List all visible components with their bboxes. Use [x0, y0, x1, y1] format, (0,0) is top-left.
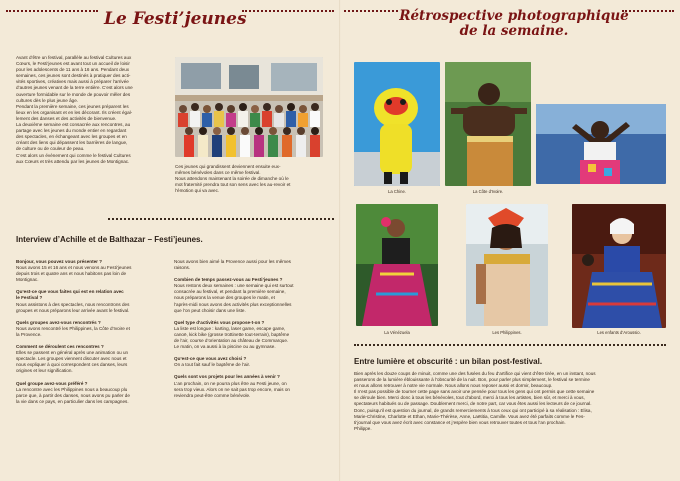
answer-line: La liste est longue : karting, laser game, escape game,: [174, 325, 286, 331]
intro-line: lieux en les organisant et en les décorant. Ils créent égal-: [16, 109, 133, 115]
answer-line: raisons.: [174, 265, 191, 271]
answer-line: la vie dans ce pays, en particulier dans les campagnes.: [16, 398, 129, 404]
bilan-line: Philippe.: [354, 425, 372, 431]
caption-venezuela: La Vénézuela: [384, 330, 410, 335]
intro-line: pour les adolescents de 11 ans à 16 ans. Pendant deux: [16, 67, 130, 73]
photo-cote-divoire-dancer: [536, 104, 666, 184]
intro-line: de culture ou de couleur de peau.: [16, 146, 85, 152]
answer-line: canoë, kick bike (grosse trottinette tout-terrain), baptême: [174, 331, 290, 337]
answer-line: groupes et nous préparons leur arrivée avant le festival.: [16, 307, 130, 313]
intro-line: Pendant la première semaine, ces jeunes préparent les: [16, 103, 129, 109]
answer-line: Nous assistons à des spectacles, nous rencontrons des: [16, 301, 130, 307]
answer-line: Nous avons 15 et 16 ans et nous venons au Festi’jeunes: [16, 265, 132, 271]
title-dots-right: [242, 10, 334, 12]
title-dots-left: [6, 10, 98, 12]
answer-line: la Provence.: [16, 331, 42, 337]
intro-line: ouverture formidable sur le monde de pouvoir mêler des: [16, 91, 131, 97]
answer-line: reviendra peut-être comme bénévole.: [174, 392, 251, 398]
answer-line: que l’on peut choisir dans une liste.: [174, 307, 246, 313]
question: Bonjour, vous pouvez vous présenter ?: [16, 259, 103, 264]
bilan-line: se déroule bien. Merci donc à tous les bénévoles, tout d’abord, merci à tous les artistes, bien sûr, et merci à vous,: [354, 395, 585, 401]
answer-line: sera trop vieux. Alors on ne sait pas trop encore, mais on: [174, 386, 290, 392]
answer-line: Nous avons bien aimé la Provence aussi pour les mêmes: [174, 259, 291, 264]
intro-line: Cœurs, le Festi’jeunes est avant tout un accueil de loisir: [16, 61, 130, 67]
answer-line: de l’air, course d’orientation au château de Commarque.: [174, 338, 289, 344]
retrospective-title: [394, 9, 634, 39]
qa-block: [16, 344, 172, 374]
intro-line: aux Cœurs et très attendu par les jeunes de Montignac.: [16, 158, 130, 164]
answer-line: Le matin, on va aussi à la piscine ou au gymnase.: [174, 344, 276, 350]
photo-cote-divoire: [445, 62, 531, 186]
intro-line: vités sportives, créatives mais aussi à préparer l’arrivée: [16, 79, 129, 85]
interview-column-1: [16, 259, 172, 411]
question: Comment se déroulent ces rencontres ?: [16, 344, 104, 350]
right-section-divider: [354, 344, 666, 346]
right-title-dots-left: [344, 10, 398, 12]
caption-china: La Chine.: [388, 189, 406, 194]
qa-block: [174, 320, 332, 350]
question: Combien de temps passez-vous au Festi’jeunes ?: [174, 277, 283, 283]
question: Quel groupe avez-vous préféré ?: [16, 380, 88, 386]
photo-venezuela: [356, 204, 438, 326]
question: Quels sont vos projets pour les années à venir ?: [174, 374, 280, 380]
answer-line: La rencontre avec les Philippines nous a beaucoup plu: [16, 386, 128, 392]
right-page: [340, 0, 680, 481]
photo-caption-text: [175, 164, 327, 194]
photo-china: [354, 62, 440, 186]
intro-text: [16, 55, 168, 165]
retrospective-title-line2: de la semaine.: [459, 23, 569, 39]
bilan-line: spectateurs habitués ou de passage. Doublement merci, de notre part, car vous êtes aussi les lecteurs de ce journal.: [354, 401, 592, 407]
qa-block: [16, 289, 172, 313]
qa-block: [174, 374, 332, 398]
answer-line: l’après-midi nous avons des activités plus exceptionnelles: [174, 301, 292, 307]
answer-line: Nous restons deux semaines : une semaine qui est surtout: [174, 283, 294, 289]
intro-line: C’est alors un évènement qui comme le festival Cultures: [16, 152, 131, 158]
question: le Festival ?: [16, 295, 43, 301]
answer-line: L’an prochain, on ne pourra plus être au Festi jeune, on: [174, 380, 287, 386]
intro-line: créant des liens qui dépassent les barrières de langue,: [16, 140, 128, 146]
bilan-line: ti’journal que vous avez écrit avec constance et j’espère bien vous retrouver toutes et tous l’an prochain.: [354, 419, 566, 425]
answer-line: nous expliquer à quoi correspondent ces danses, leurs: [16, 362, 128, 368]
photo-caption-line: mêmes bénévoles dans ce même festival.: [175, 170, 261, 176]
answer-line: On a tout fait sauf le baptême de l’air.: [174, 362, 251, 368]
answer-line: Nous avons rencontré les Philippines, la Côte d’Ivoire et: [16, 325, 130, 331]
intro-line: partage avec les jeunes du monde entier en regardant: [16, 128, 127, 134]
intro-line: d’autres jeunes venant de la terre entière. C’est alors une: [16, 85, 133, 91]
answer-line: Elles se passent en général après une animation ou un: [16, 350, 129, 356]
photo-philippines: [466, 204, 548, 326]
intro-line: lement des danses et des activités de bienvenue.: [16, 115, 117, 121]
intro-line: Avant d’être un festival, parallèle au festival Cultures aux: [16, 55, 132, 60]
answer-line: depuis trois et quatre ans et nous habitons pas loin de: [16, 271, 127, 277]
qa-block: [16, 381, 172, 405]
answer-line: nous préparons la venue des groupes le matin, et: [174, 295, 275, 301]
question: Quel type d’activités vous propose-t-on ?: [174, 319, 265, 325]
section-divider: [108, 218, 334, 220]
photo-caption-line: Nous attendons maintenant la soirée de dimanche où le: [175, 176, 289, 182]
bilan-line: Donc, puisqu’il est question du journal, de grands remerciements à tous ceux qui ont participé à sa réalisation : Elisa,: [354, 407, 592, 413]
bilan-line: Bien après les douze coups de minuit, comme une des fusées du feu d’artifice qui vient d’être tirée, en un instant, nous: [354, 371, 596, 376]
qa-block: [16, 320, 172, 338]
caption-cote-divoire: La Côte d’Ivoire.: [472, 189, 504, 194]
photo-caption-line: l’émotion qui va avec.: [175, 188, 220, 194]
bilan-line: passerons de la lumière éblouissante à l’obscurité de la nuit. Bon, pour parler plus simplement, le festival se termine: [354, 377, 590, 383]
answer-line: Montignac.: [16, 277, 39, 283]
qa-block: [174, 356, 332, 368]
interview-title: Interview d’Achille et de Balthazar – Festi’jeunes.: [16, 235, 203, 244]
group-photo: [175, 57, 323, 157]
interview-column-2: [174, 259, 332, 405]
photo-caption-line: Ces jeunes qui grandissent deviennent ensuite eux-: [175, 164, 281, 169]
bilan-line: Il n’est pas possible de tourner cette page sans avoir une pensée pour tous les gens qui ont permis que cette semaine: [354, 389, 595, 395]
answer-line: spectacle. Les groupes viennent discuter avec nous et: [16, 356, 127, 362]
question: Qu’est-ce que vous faites qui est en relation avec: [16, 289, 124, 295]
caption-philippines: Les Philippines.: [492, 330, 522, 335]
answer-line: origines et leur signification.: [16, 368, 73, 374]
photo-enfants-aroussio: [572, 204, 666, 328]
caption-enfants-aroussio: Les enfants d’Aroussio.: [597, 330, 641, 335]
intro-line: cultures dès le plus jeune âge.: [16, 97, 79, 103]
bilan-text: [354, 371, 670, 432]
photo-caption-line: mot fraternité prendra tout son sens avec les au-revoir et: [175, 182, 291, 188]
qa-block: [174, 259, 332, 271]
intro-line: des spectacles, en échangeant avec les groupes et en: [16, 134, 127, 140]
retrospective-title-line1: Rétrospective photographique: [399, 8, 629, 24]
qa-block: [16, 259, 172, 283]
bilan-line: Marie-Christine, Charlotte et Ethan, Marie-Thérèse, Anne, Laëtitia, Camille. Vous avez été parfaits comme le Fes-: [354, 413, 585, 419]
bilan-title: Entre lumière et obscurité : un bilan post-festival.: [354, 357, 543, 366]
qa-block: [174, 277, 332, 314]
bilan-line: et nous allons retrouver à notre vie normale. Nous allons nous reposer aussi et dormir, beaucoup.: [354, 383, 553, 389]
answer-line: parce que, à partir des danses, nous avons pu parler de: [16, 392, 130, 398]
question: Qu’est-ce que vous avez choisi ?: [174, 356, 247, 362]
answer-line: consacrée au festival, et pendant la première semaine,: [174, 289, 286, 295]
intro-line: La deuxième semaine est consacrée aux rencontres, au: [16, 122, 131, 128]
page-title: Le Festi’jeunes: [104, 9, 247, 29]
intro-line: semaines, ces jeunes sont destinés à pratiquer des acti-: [16, 73, 131, 79]
question: Quels groupes avez-vous rencontrés ?: [16, 319, 101, 325]
